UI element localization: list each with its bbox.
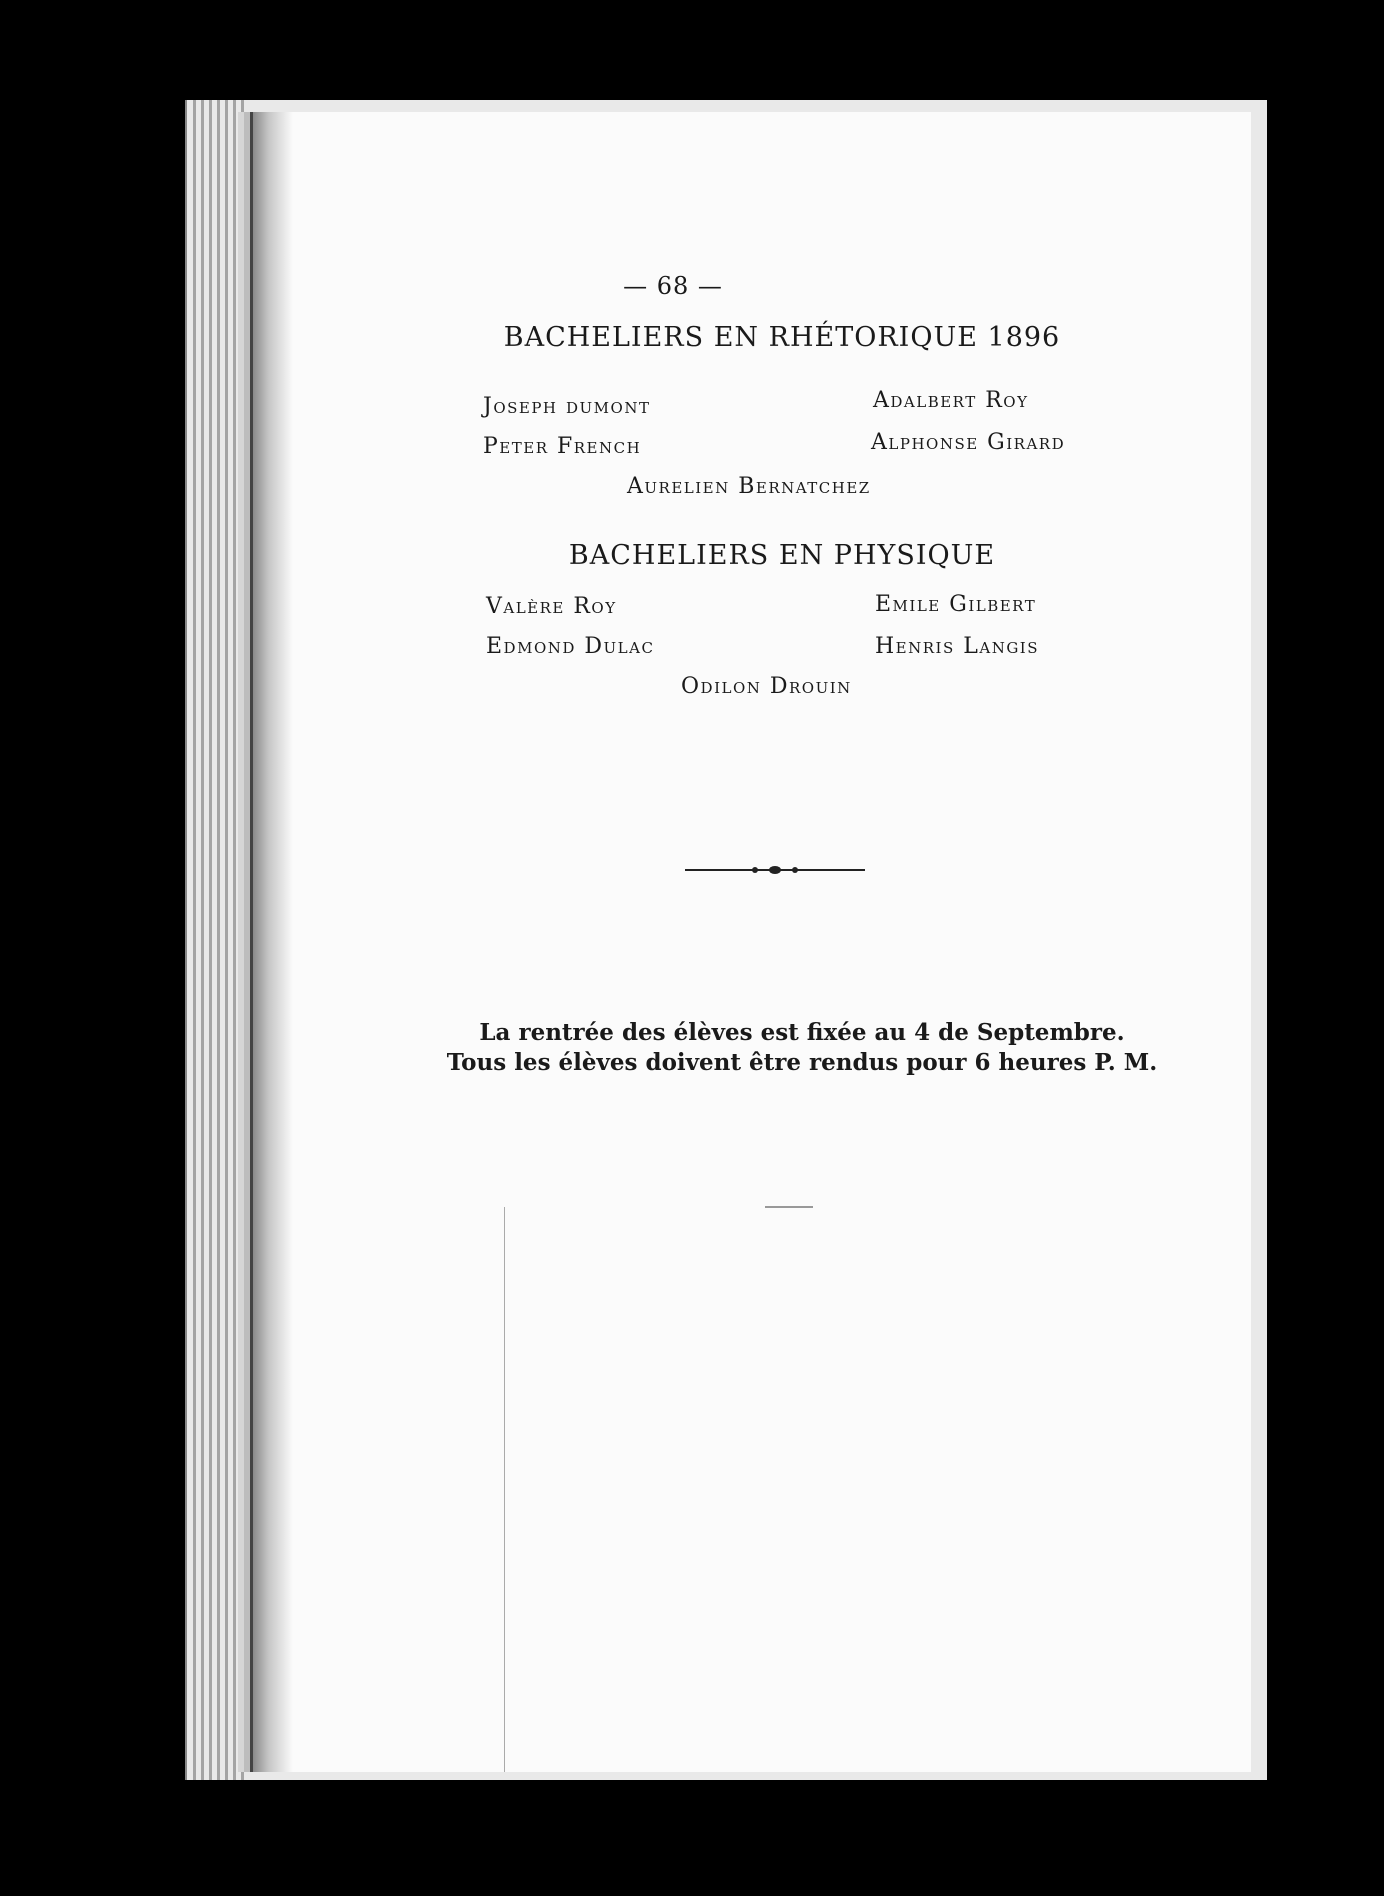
section-title-physique: BACHELIERS EN PHYSIQUE bbox=[568, 540, 996, 571]
page-number: — 68 — bbox=[623, 272, 723, 300]
notice-line: Tous les élèves doivent être rendus pour 6 heures P. M. bbox=[446, 1049, 1158, 1076]
page-content bbox=[253, 112, 1251, 1772]
notice-line: La rentrée des élèves est fixée au 4 de Septembre. bbox=[479, 1019, 1125, 1046]
graduate-name: Joseph dumont bbox=[483, 394, 651, 419]
graduate-name: Aurelien Bernatchez bbox=[627, 474, 871, 499]
rule-dot bbox=[752, 867, 758, 873]
page-edge bbox=[209, 100, 212, 1780]
page-edge bbox=[233, 100, 236, 1780]
page-edge bbox=[193, 100, 196, 1780]
graduate-name: Adalbert Roy bbox=[873, 388, 1029, 413]
rule-dot bbox=[792, 867, 798, 873]
graduate-name: Emile Gilbert bbox=[875, 592, 1037, 617]
graduate-name: Peter French bbox=[483, 434, 642, 459]
bleed-through-line bbox=[504, 1207, 505, 1772]
graduate-name: Odilon Drouin bbox=[681, 674, 852, 699]
rule-dot bbox=[769, 866, 781, 874]
graduate-name: Valère Roy bbox=[486, 594, 617, 619]
page-edge bbox=[201, 100, 204, 1780]
short-rule bbox=[765, 1206, 813, 1208]
graduate-name: Henris Langis bbox=[875, 634, 1039, 659]
graduate-name: Edmond Dulac bbox=[486, 634, 655, 659]
ornamental-rule bbox=[685, 862, 865, 878]
section-title-rhetorique: BACHELIERS EN RHÉTORIQUE 1896 bbox=[503, 322, 1061, 353]
page-edge bbox=[225, 100, 228, 1780]
page-edge bbox=[241, 100, 244, 1780]
document-page bbox=[250, 112, 1251, 1772]
graduate-name: Alphonse Girard bbox=[871, 430, 1066, 455]
page-edge bbox=[217, 100, 220, 1780]
